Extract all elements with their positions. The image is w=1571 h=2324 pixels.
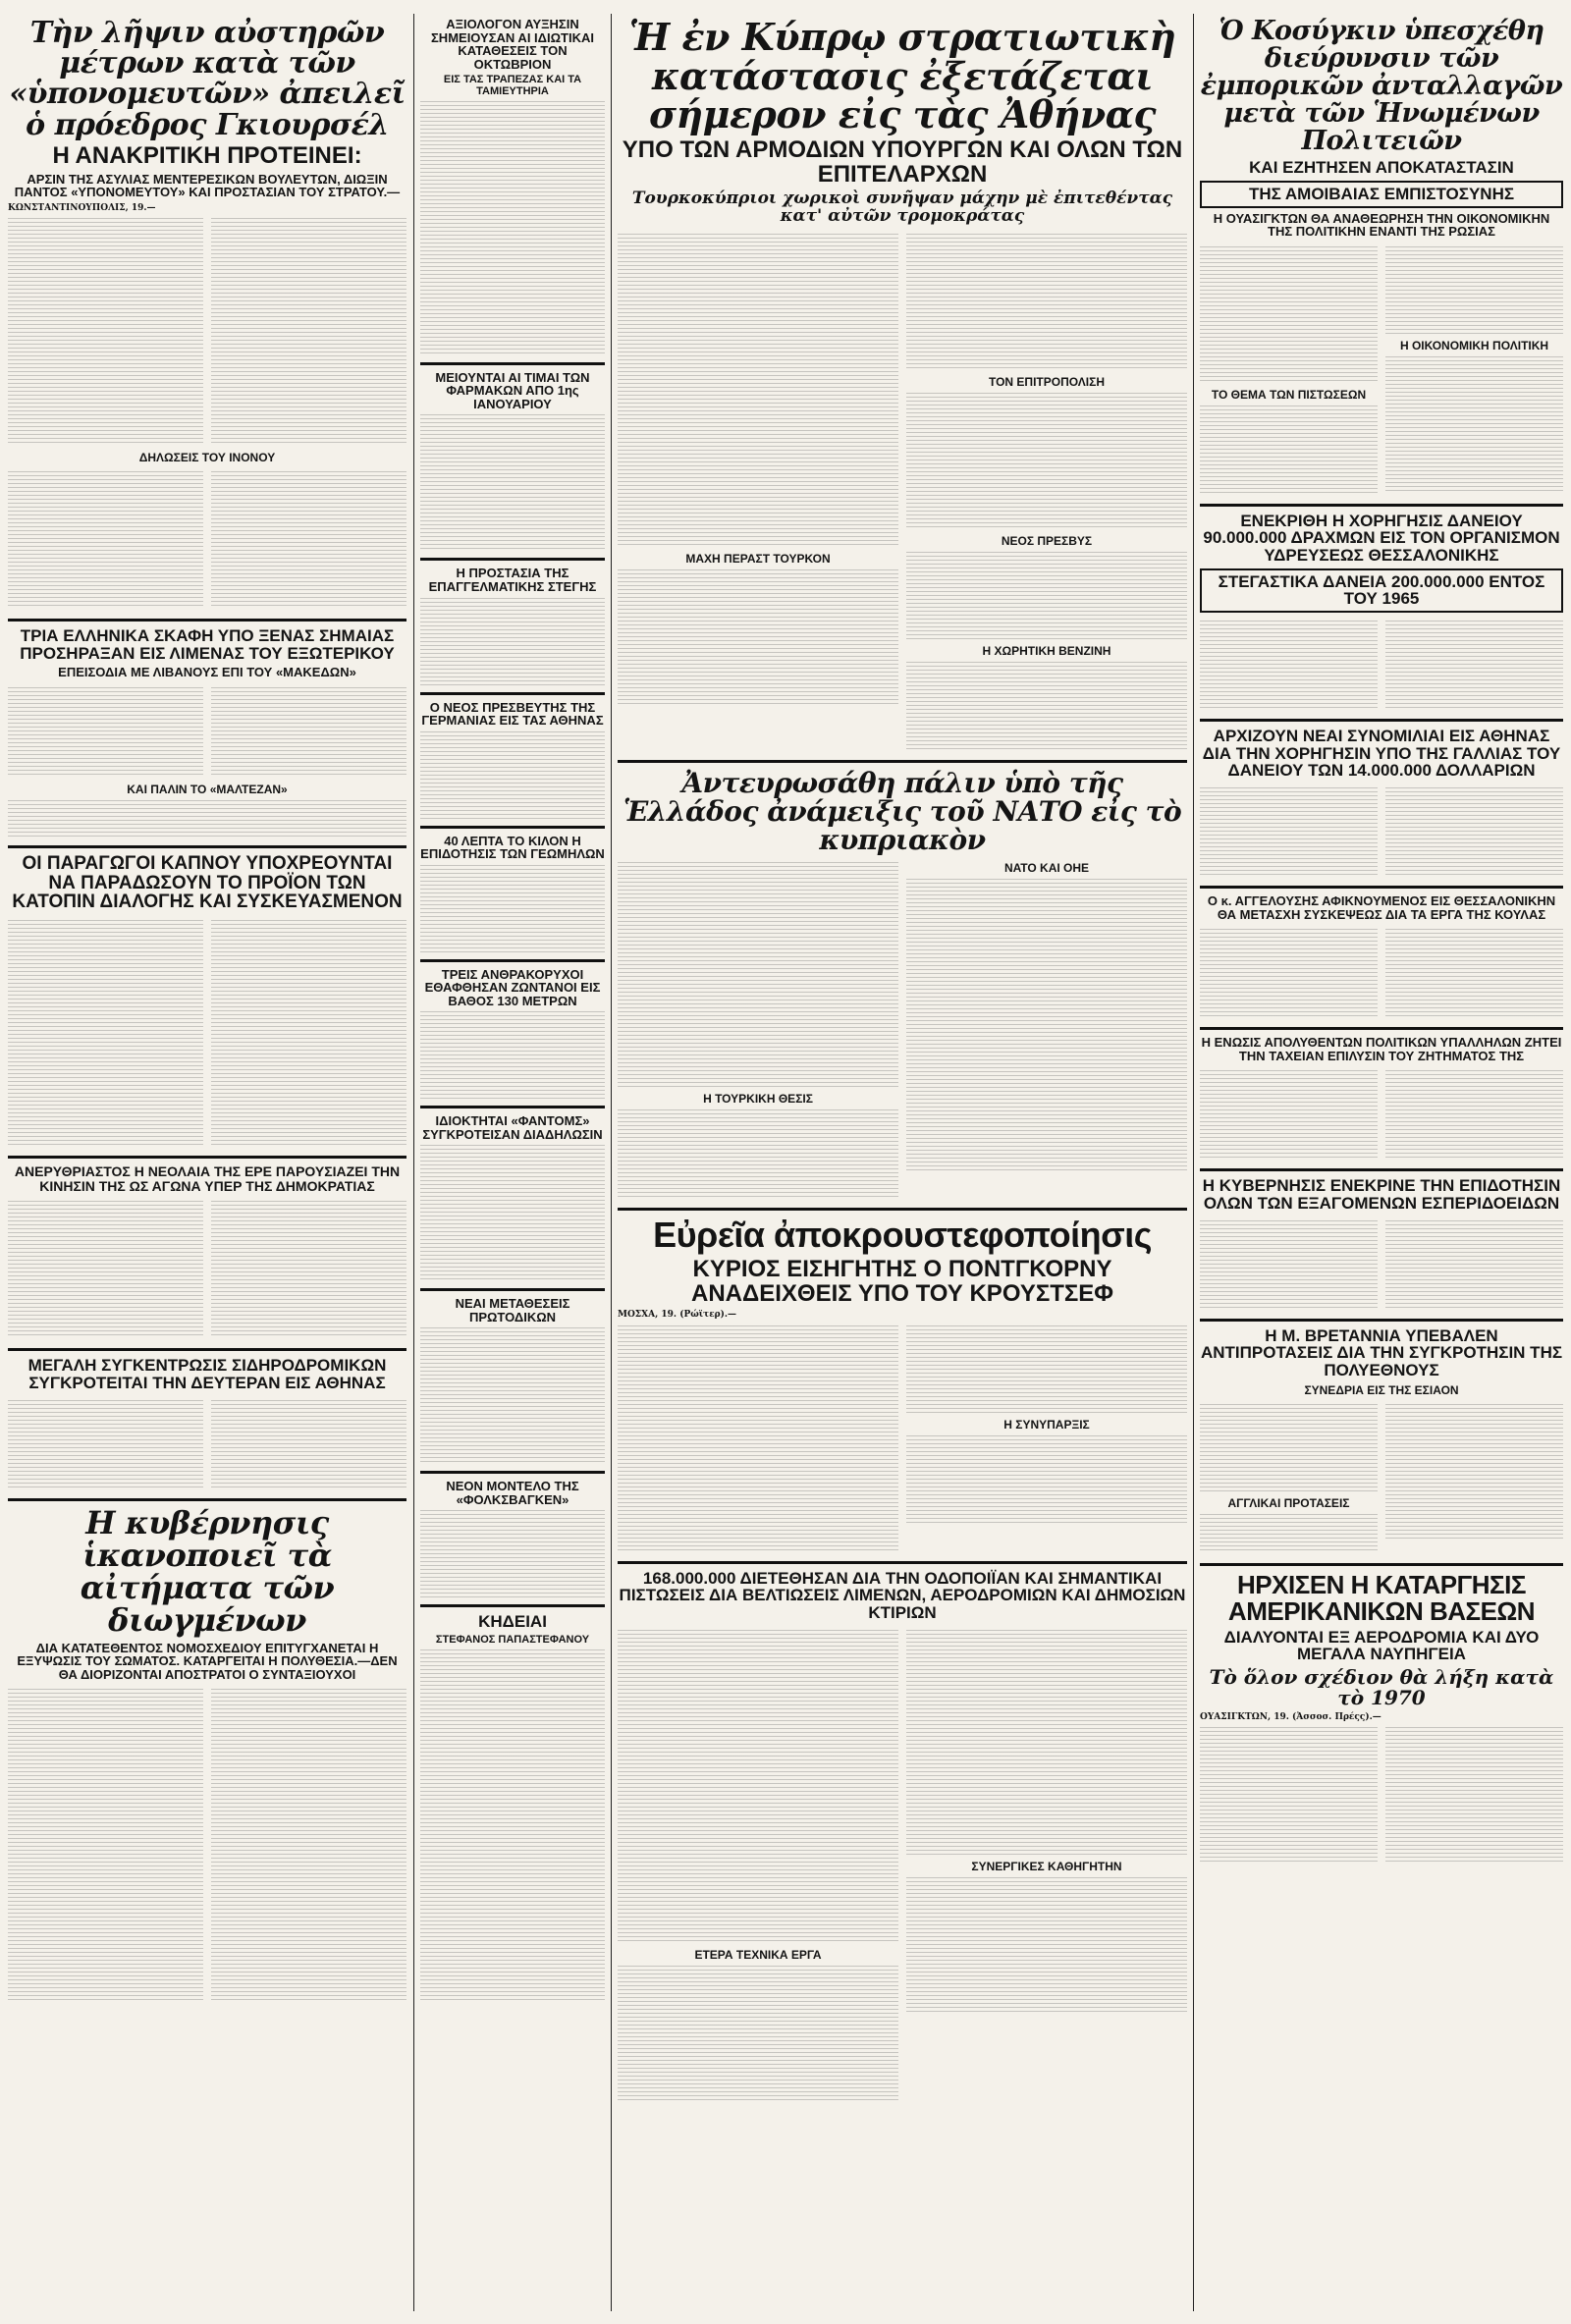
text-block [906,1435,1187,1524]
text-block [1385,1220,1563,1309]
text-block [906,234,1187,371]
text-block [618,1966,898,2103]
text-block [618,862,898,1088]
text-block [8,1201,203,1338]
section-inonu: ΔΗΛΩΣΕΙΣ ΤΟΥ ΙΝΟΝΟΥ [138,450,276,464]
text-block [1385,1070,1563,1159]
column-5 [1200,14,1563,2311]
text-block [906,879,1187,1173]
headline-roads: 168.000.000 ΔΙΕΤΕΘΗΣΑΝ ΔΙΑ ΤΗΝ ΟΔΟΠΟΙΪΑΝ ΚΑΙ ΣΗΜΑΝΤΙΚΑΙ ΠΙΣΤΩΣΕΙΣ ΔΙΑ ΒΕΛΤΙΩΣΕΙΣ ΛΙΜΕΝΩΝ, ΑΕΡΟΔΡΟΜΙΩΝ ΚΑΙ ΔΗΜΟΣΙΩΝ ΚΤΙΡΙΩΝ [619,1568,1186,1623]
text-block [906,662,1187,750]
subhead-kosygin: ΚΑΙ ΕΖΗΤΗΣΕΝ ΑΠΟΚΑΤΑΣΤΑΣΙΝ [1249,158,1514,178]
text-block [420,414,605,552]
subhead-podgorny: ΚΥΡΙΟΣ ΕΙΣΗΓΗΤΗΣ Ο ΠΟΝΤΓΚΟΡΝΥ ΑΝΑΔΕΙΧΘΕΙΣ ΥΠΟ ΤΟΥ ΚΡΟΥΣΤΣΕΦ [690,1255,1113,1307]
section-nato-oie: ΝΑΤΟ ΚΑΙ ΟΗΕ [1003,861,1090,876]
text-block [618,1325,898,1551]
section-a: ΜΑΧΗ ΠΕΡΑΣΤ ΤΟΥΡΚΟΝ [685,551,831,566]
headline-potatoes: 40 ΛΕΠΤΑ ΤΟ ΚΙΛΟΝ Η ΕΠΙΔΟΤΗΣΙΣ ΤΩΝ ΓΕΩΜΗΛΩΝ [420,833,605,862]
banner-cyprus: Ἡ ἐν Κύπρῳ στρατιωτικὴ κατάστασις ἐξετάζεται σήμερον εἰς τὰς Ἀθήνας [628,15,1176,137]
text-block [1200,1070,1378,1159]
subhead-makedon: ΕΠΕΙΣΟΔΙΑ ΜΕ ΛΙΒΑΝΟΥΣ ΕΠΙ ΤΟΥ «ΜΑΚΕΔΩΝ» [58,665,356,680]
headline-citrus: Η ΚΥΒΕΡΝΗΣΙΣ ΕΝΕΚΡΙΝΕ ΤΗΝ ΕΠΙΔΟΤΗΣΙΝ ΟΛΩΝ ΤΩΝ ΕΞΑΓΟΜΕΝΩΝ ΕΣΠΕΡΙΔΟΕΙΔΩΝ [1202,1176,1561,1213]
text-block [420,1649,605,2003]
text-block [1385,787,1563,876]
headline-fantoms: ΙΔΙΟΚΤΗΤΑΙ «ΦΑΝΤΟΜΣ» ΣΥΓΚΡΟΤΕΙΣΑΝ ΔΙΑΔΗΛΩΣΙΝ [422,1113,603,1142]
text-block [211,1400,406,1488]
subhead-anakritiki: Η ΑΝΑΚΡΙΤΙΚΗ ΠΡΟΤΕΙΝΕΙ: [52,141,362,169]
section-economic: Η ΟΙΚΟΝΟΜΙΚΗ ΠΟΛΙΤΙΚΗ [1399,338,1549,352]
section-british-proposals: ΑΓΓΛΙΚΑΙ ΠΡΟΤΑΣΕΙΣ [1227,1495,1350,1510]
section-coexistence: Η ΣΥΝΥΠΑΡΞΙΣ [1003,1417,1090,1432]
headline-miners: ΤΡΕΙΣ ΑΝΘΡΑΚΟΡΥΧΟΙ ΕΘΑΦΘΗΣΑΝ ΖΩΝΤΑΝΟΙ ΕΙΣ ΒΑΘΟΣ 130 ΜΕΤΡΩΝ [424,966,601,1008]
section-professor: ΣΥΝΕΡΓΙΚΕΣ ΚΑΘΗΓΗΤΗΝ [971,1859,1122,1873]
headline-nato: Ἀντευρωσάθη πάλιν ὑπὸ τῆς Ἑλλάδος ἀνάμειξις τοῦ ΝΑΤΟ εἰς τὸ κυπριακὸν [623,766,1182,857]
headline-protection: Η ΠΡΟΣΤΑΣΙΑ ΤΗΣ ΕΠΑΓΓΕΛΜΑΤΙΚΗΣ ΣΤΕΓΗΣ [428,566,597,594]
text-block [211,218,406,444]
deck-bases: Τὸ ὅλον σχέδιον θὰ λήξη κατὰ τὸ 1970 [1209,1664,1554,1709]
headline-bases: ΗΡΧΙΣΕΝ Η ΚΑΤΑΡΓΗΣΙΣ ΑΜΕΡΙΚΑΝΙΚΩΝ ΒΑΣΕΩΝ [1227,1569,1536,1626]
text-block [211,687,406,776]
column-1 [8,14,406,2311]
section-d: Η ΧΩΡΗΤΙΚΗ ΒΕΝΖΙΝΗ [982,643,1111,658]
text-block [8,471,203,609]
headline-volkswagen: ΝΕΟΝ ΜΟΝΤΕΛΟ ΤΗΣ «ΦΟΛΚΣΒΑΓΚΕΝ» [446,1479,579,1507]
text-block [1200,1220,1378,1309]
headline-railway: ΜΕΓΑΛΗ ΣΥΓΚΕΝΤΡΩΣΙΣ ΣΙΔΗΡΟΔΡΟΜΙΚΩΝ ΣΥΓΚΡΟΤΕΙΤΑΙ ΤΗΝ ΔΕΥΤΕΡΑΝ ΕΙΣ ΑΘΗΝΑΣ [27,1356,387,1392]
headline-ere-youth: ΑΝΕΡΥΘΡΙΑΣΤΟΣ Η ΝΕΟΛΑΙΑ ΤΗΣ ΕΡΕ ΠΑΡΟΥΣΙΑΖΕΙ ΤΗΝ ΚΙΝΗΣΙΝ ΤΗΣ ΩΣ ΑΓΩΝΑ ΥΠΕΡ ΤΗΣ ΔΗΜΟΚΡΑΤΙΑΣ [14,1163,401,1194]
text-block [420,865,605,953]
text-block [1200,405,1378,494]
subhead-funeral-name: ΣΤΕΦΑΝΟΣ ΠΑΠΑΣΤΕΦΑΝΟΥ [435,1633,590,1646]
column-rule [611,14,612,2311]
text-block [420,598,605,686]
banner-deck: Τουρκοκύπριοι χωρικοὶ συνῆψαν μάχην μὲ ἐπιτεθέντας κατ' αὐτῶν τρομοκράτας [631,189,1173,227]
headline-ships: ΤΡΙΑ ΕΛΛΗΝΙΚΑ ΣΚΑΦΗ ΥΠΟ ΞΕΝΑΣ ΣΗΜΑΙΑΣ ΠΡΟΣΗΡΑΞΑΝ ΕΙΣ ΛΙΜΕΝΑΣ ΤΟΥ ΕΞΩΤΕΡΙΚΟΥ [20,625,395,663]
text-block [1385,1404,1563,1541]
headline-tobacco: ΟΙ ΠΑΡΑΓΩΓΟΙ ΚΑΠΝΟΥ ΥΠΟΧΡΕΟΥΝΤΑΙ ΝΑ ΠΑΡΑΔΩΣΟΥΝ ΤΟ ΠΡΟΪΟΝ ΤΩΝ ΚΑΤΟΠΙΝ ΔΙΑΛΟΓΗΣ ΚΑΙ ΣΥΣΚΕΥΑΣΜΕΝΟΝ [12,852,403,913]
headline-judges: ΝΕΑΙ ΜΕΤΑΘΕΣΕΙΣ ΠΡΩΤΟΔΙΚΩΝ [455,1296,570,1324]
text-block [1385,356,1563,494]
column-3-4 [618,14,1187,2311]
section-credits: ΤΟ ΘΕΜΑ ΤΩΝ ΠΙΣΤΩΣΕΩΝ [1211,387,1367,402]
section-c: ΝΕΟΣ ΠΡΕΣΒΥΣ [1001,533,1093,548]
dateline: ΚΩΝΣΤΑΝΤΙΝΟΥΠΟΛΙΣ, 19.— [8,202,156,213]
text-block [1200,1727,1378,1865]
dateline: ΜΟΣΧΑ, 19. (Ρώϊτερ).— [618,1310,737,1321]
text-block [906,1325,1187,1414]
text-block [8,687,203,776]
subhead-housing-loans: ΣΤΕΓΑΣΤΙΚΑ ΔΑΝΕΙΑ 200.000.000 ΕΝΤΟΣ ΤΟΥ 1965 [1200,568,1563,613]
text-block [211,471,406,609]
text-block [906,393,1187,530]
subhead-deposits: ΕΙΣ ΤΑΣ ΤΡΑΠΕΖΑΣ ΚΑΙ ΤΑ ΤΑΜΙΕΥΤΗΡΙΑ [443,74,582,97]
text-block [906,1630,1187,1856]
text-block [1385,929,1563,1017]
headline-deposits: ΑΞΙΟΛΟΓΟΝ ΑΥΞΗΣΙΝ ΣΗΜΕΙΟΥΣΑΝ ΑΙ ΙΔΙΩΤΙΚΑΙ ΚΑΤΑΘΕΣΕΙΣ ΤΟΝ ΟΚΤΩΒΡΙΟΝ [431,17,594,72]
section-technical: ΕΤΕΡΑ ΤΕΧΝΙΚΑ ΕΡΓΑ [694,1947,822,1962]
dateline: ΟΥΑΣΙΓΚΤΩΝ, 19. (Ἀσσοσ. Πρέςς).— [1200,1711,1381,1722]
text-block [211,1689,406,2003]
text-block [618,1630,898,1944]
text-block [8,218,203,444]
subhead-trust: ΤΗΣ ΑΜΟΙΒΑΙΑΣ ΕΜΠΙΣΤΟΣΥΝΗΣ [1200,181,1563,208]
headline-angelousis: Ο κ. ΑΓΓΕΛΟΥΣΗΣ ΑΦΙΚΝΟΥΜΕΝΟΣ ΕΙΣ ΘΕΣΣΑΛΟΝΙΚΗΝ ΘΑ ΜΕΤΑΣΧΗ ΣΥΣΚΕΨΕΩΣ ΔΙΑ ΤΑ ΕΡΓΑ ΤΗΣ ΚΟΥΛΑΣ [1207,893,1556,922]
text-block [618,569,898,707]
headline-kosygin: Ὁ Κοσύγκιν ὑπεσχέθη διεύρυνσιν τῶν ἐμπορικῶν ἀνταλλαγῶν μετὰ τῶν Ἡνωμένων Πολιτειῶν [1200,16,1563,157]
text-block [420,731,605,820]
column-2 [420,14,605,2311]
section-b: ΤΟΝ ΕΠΙΤΡΟΠΟΛΙΣΗ [988,374,1105,389]
text-block [1200,929,1378,1017]
headline-ambassador: Ο ΝΕΟΣ ΠΡΕΣΒΕΥΤΗΣ ΤΗΣ ΓΕΡΜΑΝΙΑΣ ΕΙΣ ΤΑΣ ΑΘΗΝΑΣ [421,699,604,729]
text-block [420,1327,605,1465]
headline-britain-mlf: Η Μ. ΒΡΕΤΑΝΝΙΑ ΥΠΕΒΑΛΕΝ ΑΝΤΙΠΡΟΤΑΣΕΙΣ ΔΙΑ ΤΗΝ ΣΥΓΚΡΟΤΗΣΙΝ ΤΗΣ ΠΟΛΥΕΘΝΟΥΣ [1200,1325,1563,1379]
headline-government: Η κυβέρνησις ἱκανοποιεῖ τὰ αἰτήματα τῶν διωγμένων [80,1503,335,1640]
column-rule [413,14,414,2311]
text-block [8,1689,203,2003]
text-block [8,800,406,839]
banner-sub: ΥΠΟ ΤΩΝ ΑΡΜΟΔΙΩΝ ΥΠΟΥΡΓΩΝ ΚΑΙ ΟΛΩΝ ΤΩΝ ΕΠΙΤΕΛΑΡΧΩΝ [622,135,1183,188]
text-block [1200,246,1378,384]
headline-funerals: ΚΗΔΕΙΑΙ [478,1612,547,1632]
deck-anakritiki: ΑΡΣΙΝ ΤΗΣ ΑΣΥΛΙΑΣ ΜΕΝΤΕΡΕΣΙΚΩΝ ΒΟΥΛΕΥΤΩΝ, ΔΙΩΞΙΝ ΠΑΝΤΟΣ «ΥΠΟΝΟΜΕΥΤΟΥ» ΚΑΙ ΠΡΟΣΤΑΣΙΑΝ ΤΟΥ ΣΤΡΑΤΟΥ.— [14,171,401,200]
text-block [8,1400,203,1488]
headline-destalinization: Εὐρεῖα ἀποκρουστεφοποίησις [653,1215,1152,1256]
section-session: ΣΥΝΕΔΡΙΑ ΕΙΣ ΤΗΣ ΕΣΙΑΟΝ [1304,1382,1459,1397]
text-block [8,920,203,1146]
headline-gursel: Τὴν λῆψιν αὐστηρῶν μέτρων κατὰ τῶν «ὑπονομευτῶν» ἀπειλεῖ ὁ πρόεδρος Γκιουρσέλ [9,16,406,142]
headline-civil-servants: Η ΕΝΩΣΙΣ ΑΠΟΛΥΘΕΝΤΩΝ ΠΟΛΙΤΙΚΩΝ ΥΠΑΛΛΗΛΩΝ ΖΗΤΕΙ ΤΗΝ ΤΑΧΕΙΑΝ ΕΠΙΛΥΣΙΝ ΤΟΥ ΖΗΤΗΜΑΤΟΣ ΤΗΣ [1201,1035,1562,1063]
headline-pharma: ΜΕΙΟΥΝΤΑΙ ΑΙ ΤΙΜΑΙ ΤΩΝ ΦΑΡΜΑΚΩΝ ΑΠΟ 1ης ΙΑΝΟΥΑΡΙΟΥ [435,369,590,411]
subhead-bases: ΔΙΑΛΥΟΝΤΑΙ ΕΞ ΑΕΡΟΔΡΟΜΙΑ ΚΑΙ ΔΥΟ ΜΕΓΑΛΑ ΝΑΥΠΗΓΕΙΑ [1223,1627,1540,1664]
column-rule [1193,14,1194,2311]
text-block [1200,787,1378,876]
headline-loan-water: ΕΝΕΚΡΙΘΗ Η ΧΟΡΗΓΗΣΙΣ ΔΑΝΕΙΟΥ 90.000.000 ΔΡΑΧΜΩΝ ΕΙΣ ΤΟΝ ΟΡΓΑΝΙΣΜΟΝ ΥΔΡΕΥΣΕΩΣ ΘΕΣΣΑΛΟΝΙΚΗΣ [1203,511,1560,566]
section-maltezan: ΚΑΙ ΠΑΛΙΝ ΤΟ «ΜΑΛΤΕΖΑΝ» [127,782,288,796]
text-block [420,1145,605,1282]
text-block [420,1011,605,1100]
text-block [211,920,406,1146]
headline-washington: Η ΟΥΑΣΙΓΚΤΩΝ ΘΑ ΑΝΑΘΕΩΡΗΣΗ ΤΗΝ ΟΙΚΟΝΟΜΙΚΗΝ ΤΗΣ ΠΟΛΙΤΙΚΗΝ ΕΝΑΝΤΙ ΤΗΣ ΡΩΣΙΑΣ [1213,210,1550,240]
text-block [618,1109,898,1198]
headline-france-loan: ΑΡΧΙΖΟΥΝ ΝΕΑΙ ΣΥΝΟΜΙΛΙΑΙ ΕΙΣ ΑΘΗΝΑΣ ΔΙΑ ΤΗΝ ΧΟΡΗΓΗΣΙΝ ΥΠΟ ΤΗΣ ΓΑΛΛΙΑΣ ΤΟΥ ΔΑΝΕΙΟΥ ΤΩΝ 14.000.000 ΔΟΛΛΑΡΙΩΝ [1202,727,1561,781]
section-turkish-position: Η ΤΟΥΡΚΙΚΗ ΘΕΣΙΣ [703,1092,813,1107]
text-block [1200,621,1378,709]
text-block [1385,246,1563,335]
text-block [1385,621,1563,709]
text-block [1200,1404,1378,1492]
text-block [618,234,898,548]
text-block [906,1877,1187,2015]
text-block [906,552,1187,640]
subhead-bill: ΔΙΑ ΚΑΤΑΤΕΘΕΝΤΟΣ ΝΟΜΟΣΧΕΔΙΟΥ ΕΠΙΤΥΓΧΑΝΕΤΑΙ Η ΕΞΥΨΩΣΙΣ ΤΟΥ ΣΩΜΑΤΟΣ. ΚΑΤΑΡΓΕΙΤΑΙ Η ΠΟΛΥΘΕΣΙΑ.—ΔΕΝ ΘΑ ΔΙΟΡΙΖΟΝΤΑΙ ΑΠΟΣΤΡΑΤΟΙ Ο ΣΥΝΤΑΞΙΟΥΧΟΙ [17,1640,398,1682]
text-block [420,1510,605,1598]
text-block [211,1201,406,1338]
text-block [1200,1514,1378,1553]
text-block [1385,1727,1563,1865]
text-block [420,101,605,356]
